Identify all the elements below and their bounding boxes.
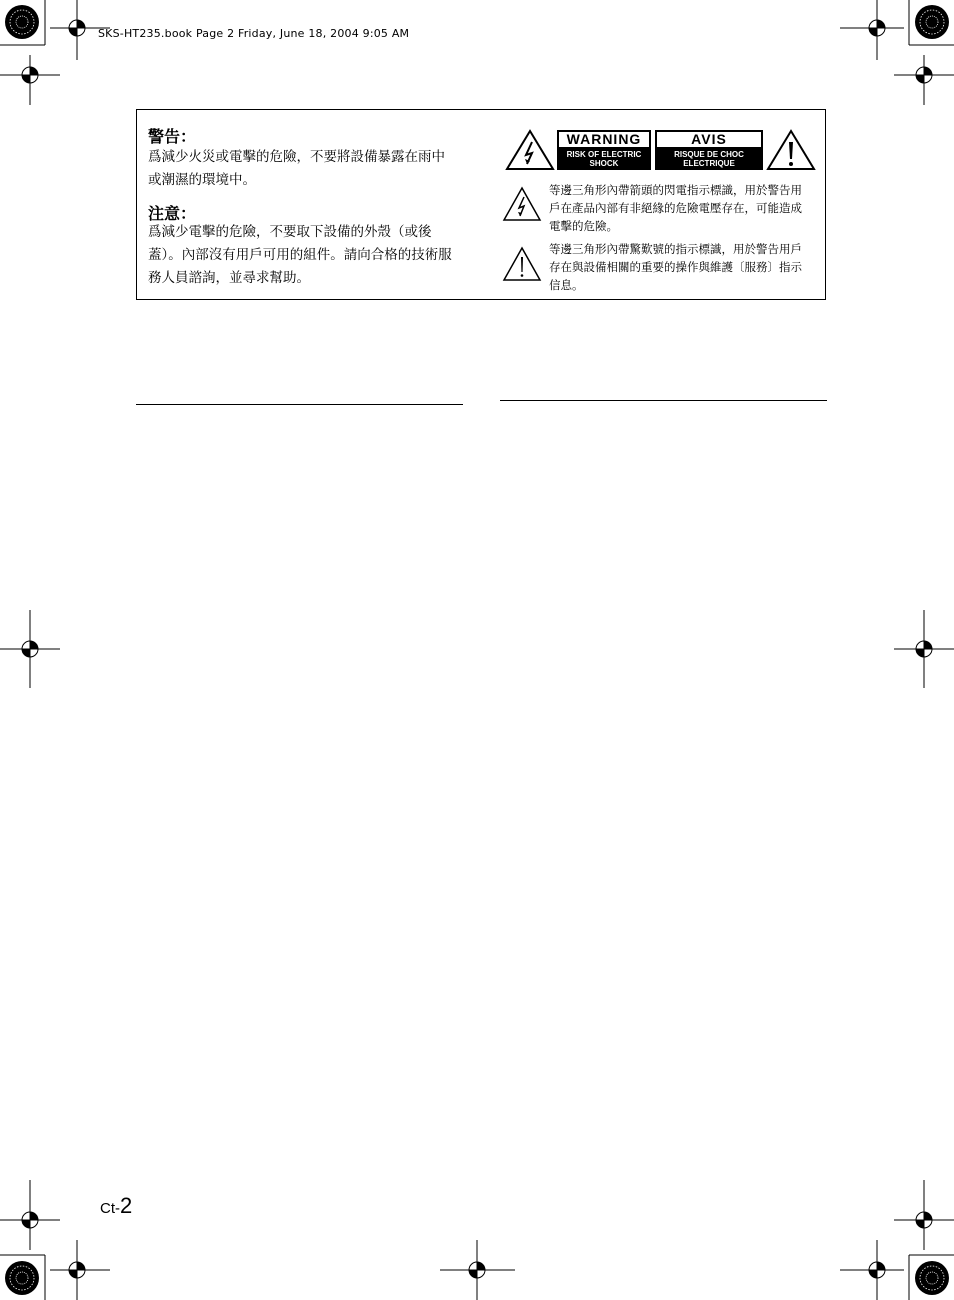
avis-sign-line1: RISQUE DE CHOC ELECTRIQUE — [674, 150, 744, 168]
caution-heading: 注意： — [148, 204, 197, 223]
registration-mark — [20, 1210, 40, 1230]
exclamation-symbol-text: 等邊三角形內帶驚歎號的指示標識，用於警告用戶存在與設備相關的重要的操作與維護〔服務〕指示信息。 — [549, 242, 802, 292]
warning-sign-title: WARNING — [558, 131, 650, 148]
lightning-symbol-icon — [502, 186, 542, 222]
registration-mark — [914, 1210, 934, 1230]
registration-mark — [867, 18, 887, 38]
registration-mark — [20, 639, 40, 659]
avis-sign — [655, 130, 763, 178]
registration-mark — [914, 639, 934, 659]
registration-mark — [67, 18, 87, 38]
lightning-symbol-text: 等邊三角形內帶箭頭的閃電指示標識，用於警告用戶在產品內部有非絕緣的危險電壓存在，可能造成電擊的危險。 — [549, 183, 802, 233]
exclamation-symbol-icon — [502, 246, 542, 282]
starburst-mark — [4, 4, 40, 40]
registration-mark — [914, 65, 934, 85]
registration-mark — [867, 1260, 887, 1280]
starburst-mark — [914, 4, 950, 40]
registration-mark — [20, 65, 40, 85]
warning-sign — [557, 130, 651, 178]
avis-sign-title: AVIS — [656, 131, 762, 148]
registration-mark — [467, 1260, 487, 1280]
caution-text: 爲減少電擊的危險，不要取下設備的外殼（或後蓋）。內部沒有用戶可用的組件。請向合格的技術服務人員諮詢，並尋求幫助。 — [148, 224, 452, 286]
starburst-mark — [4, 1260, 40, 1296]
warning-text: 爲減少火災或電擊的危險，不要將設備暴露在雨中或潮濕的環境中。 — [148, 149, 445, 188]
starburst-mark — [914, 1260, 950, 1296]
page-number — [100, 1193, 132, 1219]
exclamation-triangle-icon — [766, 129, 816, 171]
page-number-value: 2 — [120, 1193, 133, 1218]
avis-sign-line2: NE PAS OUVRIR — [677, 169, 741, 178]
lightning-triangle-icon — [505, 129, 555, 171]
page-number-prefix: Ct- — [100, 1200, 120, 1217]
registration-mark — [67, 1260, 87, 1280]
warning-sign-line2: DO NOT OPEN — [575, 169, 632, 178]
warning-heading: 警告： — [148, 127, 197, 146]
right-column-rule — [500, 400, 827, 401]
warning-sign-line1: RISK OF ELECTRIC SHOCK — [566, 150, 642, 168]
left-column-rule — [136, 404, 463, 405]
file-header: SKS-HT235.book Page 2 Friday, June 18, 2004 9:05 AM — [98, 27, 410, 40]
